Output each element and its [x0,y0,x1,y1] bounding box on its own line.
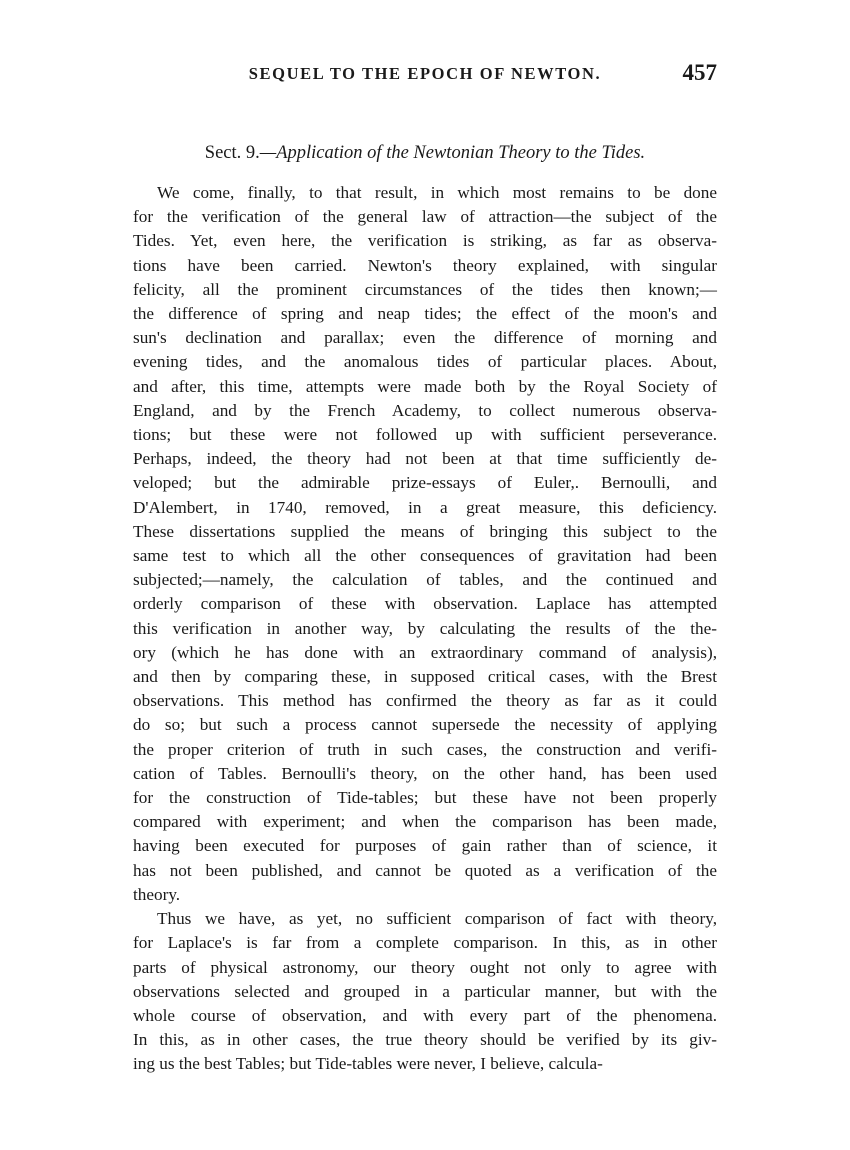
text-line: and after, this time, attempts were made both by the Royal Society of [133,376,717,396]
text-line: the difference of spring and neap tides; the effect of the moon's and [133,304,717,324]
text-line: In this, as in other cases, the true theory should be verified by its giv- [133,1030,717,1050]
body-text [133,181,717,1077]
text-line: having been executed for purposes of gain rather than of science, it [133,836,717,856]
text-line: for Laplace's is far from a complete comparison. In this, as in other [133,933,717,953]
text-line: subjected;—namely, the calculation of tables, and the continued and [133,570,717,590]
text-line: D'Alembert, in 1740, removed, in a great measure, this deficiency. [133,497,717,517]
text-line: observations. This method has confirmed the theory as far as it could [133,691,717,711]
text-line: for the verification of the general law of attraction—the subject of the [133,207,717,227]
text-line: These dissertations supplied the means of bringing this subject to the [133,521,717,541]
text-line: cation of Tables. Bernoulli's theory, on the other hand, has been used [133,763,717,783]
text-line: do so; but such a process cannot supersede the necessity of applying [133,715,717,735]
paragraph [133,181,717,907]
section-number: Sect. 9. [204,143,260,163]
text-line: the proper criterion of truth in such cases, the construction and verifi- [133,739,717,759]
section-title: —Application of the Newtonian Theory to the Tides. [259,143,646,163]
paragraphs [133,181,717,1077]
text-line: ory (which he has done with an extraordinary command of analysis), [133,642,717,662]
text-line: parts of physical astronomy, our theory ought not only to agree with [133,957,717,977]
text-line: Tides. Yet, even here, the verification is striking, as far as observa- [133,231,717,251]
text-line: tions; but these were not followed up with sufficient perseverance. [133,425,717,445]
text-line: for the construction of Tide-tables; but these have not been properly [133,788,717,808]
text-line: same test to which all the other consequences of gravitation had been [133,546,717,566]
running-title: SEQUEL TO THE EPOCH OF NEWTON. [248,64,602,83]
text-line: this verification in another way, by calculating the results of the the- [133,618,717,638]
text-line: Perhaps, indeed, the theory had not been at that time sufficiently de- [133,449,717,469]
text-line: evening tides, and the anomalous tides of particular places. About, [133,352,717,372]
text-line: whole course of observation, and with every part of the phenomena. [133,1005,717,1025]
text-line: felicity, all the prominent circumstances of the tides then known;— [133,279,717,299]
text-line: veloped; but the admirable prize-essays of Euler,. Bernoulli, and [133,473,717,493]
text-line: and then by comparing these, in supposed critical cases, with the Brest [133,667,717,687]
text-line: orderly comparison of these with observation. Laplace has attempted [133,594,717,614]
text-line: sun's declination and parallax; even the difference of morning and [133,328,717,348]
paragraph [133,907,717,1076]
running-head [133,62,717,92]
text-line: observations selected and grouped in a particular manner, but with the [133,981,717,1001]
text-line: has not been published, and cannot be quoted as a verification of the [133,860,717,880]
text-line: We come, finally, to that result, in which most remains to be done [157,183,717,202]
text-line: England, and by the French Academy, to collect numerous observa- [133,400,717,420]
text-line: theory. [133,884,181,904]
page-number: 457 [682,60,717,85]
section-heading [133,143,717,164]
text-line: tions have been carried. Newton's theory explained, with singular [133,255,717,275]
text-line: ing us the best Tables; but Tide-tables were never, I believe, calcula- [133,1054,603,1074]
text-line: compared with experiment; and when the comparison has been made, [133,812,717,832]
text-line: Thus we have, as yet, no sufficient comparison of fact with theory, [157,909,717,929]
